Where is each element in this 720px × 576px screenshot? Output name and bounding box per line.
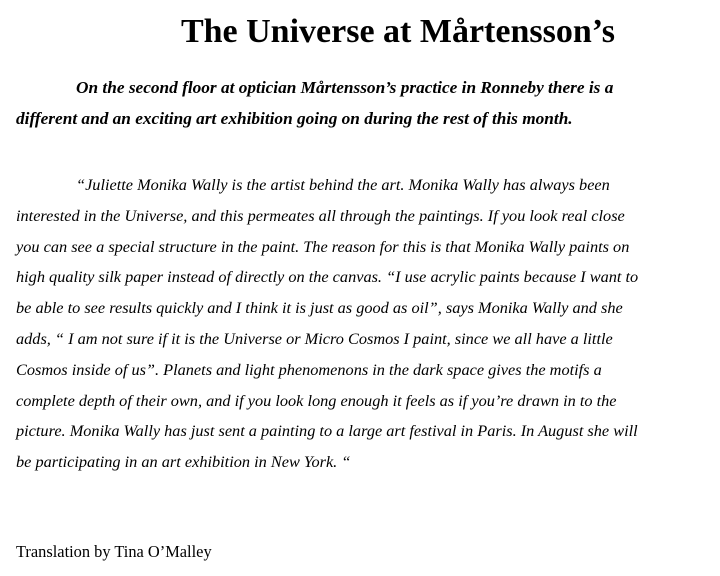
page-title: The Universe at Mårtensson’s [180,13,616,50]
body-line: Cosmos inside of us”. Planets and light phenomenons in the dark space gives the motifs a [16,359,602,379]
body-line: high quality silk paper instead of directly on the canvas. “I use acrylic paints because I want to [16,267,639,287]
body-line: picture. Monika Wally has just sent a painting to a large art festival in Paris. In August she will [16,421,638,441]
lead-line: different and an exciting art exhibition going on during the rest of this month. [16,109,573,128]
body-line: interested in the Universe, and this permeates all through the paintings. If you look real close [16,205,625,225]
translation-credit: Translation by Tina O’Malley [16,542,212,561]
body-line: “Juliette Monika Wally is the artist behind the art. Monika Wally has always been [76,175,610,194]
lead-line: On the second floor at optician Mårtensson’s practice in Ronneby there is a [76,78,614,97]
body-line: adds, “ I am not sure if it is the Universe or Micro Cosmos I paint, since we all have a little [16,328,613,348]
body-paragraph [16,170,716,478]
body-line: be able to see results quickly and I think it is just as good as oil”, says Monika Wally and she [16,298,623,318]
body-line: be participating in an art exhibition in New York. “ [16,452,351,472]
lead-paragraph [16,72,716,134]
body-line: you can see a special structure in the paint. The reason for this is that Monika Wally paints on [16,236,630,256]
body-line: complete depth of their own, and if you look long enough it feels as if you’re drawn in to the [16,390,617,410]
